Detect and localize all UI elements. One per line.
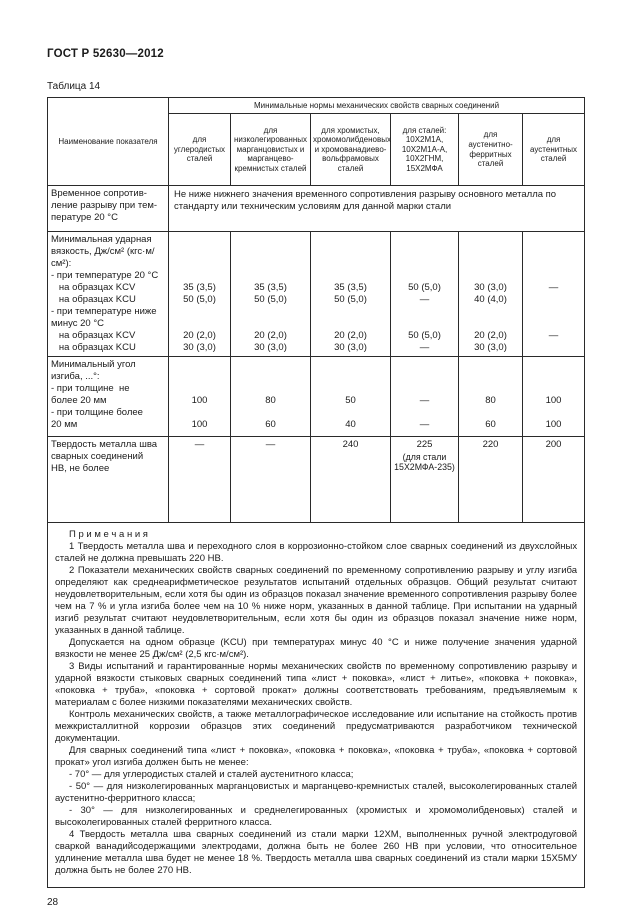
row-impact-toughness bbox=[48, 232, 585, 357]
bend-values-austenitic bbox=[523, 357, 585, 437]
impact-values-chromium bbox=[311, 232, 391, 357]
value: 60 bbox=[265, 419, 276, 430]
bend-values-chromium bbox=[311, 357, 391, 437]
row-label-bend: Минимальный угол изгиба, ...°: - при толщине не более 20 мм - при толщине более 20 мм bbox=[48, 357, 169, 437]
value: 50 (5,0) bbox=[408, 330, 441, 341]
note-paragraph-3: 3 Виды испытаний и гарантированные нормы механических свойств по временному сопротивлению разрыву и ударной вязкости стыковых сварных соединений типа «лист + поковка», «лист + литье», «поковка + поковка», «поковка + труба», «поковка + сортовой прокат» должны соответствовать требованиям, предъявляемым к материалам с более низкими показателями механических свойств. bbox=[55, 661, 578, 708]
value bbox=[524, 294, 583, 306]
value: 80 bbox=[265, 395, 276, 406]
value: 80 bbox=[485, 395, 496, 406]
document-header: ГОСТ Р 52630—2012 bbox=[47, 48, 164, 60]
impact-values-cr-mo-grades bbox=[391, 232, 459, 357]
value bbox=[524, 342, 583, 354]
impact-values-austenitic-ferritic bbox=[459, 232, 523, 357]
column-header-austenitic: для аустенитных сталей bbox=[523, 114, 585, 186]
row-label-tensile: Временное сопротив- ление разрыву при тем- пературе 20 °С bbox=[48, 186, 169, 232]
note-paragraph-3b: Для сварных соединений типа «лист + поковка», «поковка + поковка», «поковка + труба», «поковка + сортовой прокат» угол изгиба должен быть не менее: bbox=[55, 745, 578, 768]
value: 40 (4,0) bbox=[474, 294, 507, 305]
value: 50 bbox=[345, 395, 356, 406]
row-label-hardness: Твердость металла шва сварных соединений НВ, не более bbox=[48, 437, 169, 523]
value: — bbox=[419, 419, 430, 430]
value: — bbox=[548, 282, 559, 293]
bend-values-cr-mo-grades bbox=[391, 357, 459, 437]
value: 225 bbox=[416, 439, 433, 450]
impact-values-austenitic bbox=[523, 232, 585, 357]
value: 30 (3,0) bbox=[474, 342, 507, 353]
table-span-header: Минимальные нормы механических свойств сварных соединений bbox=[169, 98, 585, 114]
value: 30 (3,0) bbox=[183, 342, 216, 353]
column-header-low-alloy: для низколегированных марганцовистых и марганцево-кремнистых сталей bbox=[231, 114, 311, 186]
row-notes bbox=[48, 523, 585, 888]
note-paragraph-3a: Контроль механических свойств, а также металлографическое исследование или испытание на стойкость против межкристаллитной коррозии образцов этих соединений предусматриваются разработчиком технической документации. bbox=[55, 709, 578, 744]
impact-values-carbon bbox=[169, 232, 231, 357]
value: 60 bbox=[485, 419, 496, 430]
value: 100 bbox=[191, 395, 208, 406]
notes-section bbox=[48, 523, 585, 888]
row-bend-angle bbox=[48, 357, 585, 437]
value: 30 (3,0) bbox=[254, 342, 287, 353]
value: 50 (5,0) bbox=[408, 282, 441, 293]
value: 50 (5,0) bbox=[334, 294, 367, 305]
table-caption: Таблица 14 bbox=[47, 81, 101, 92]
value: 35 (3,5) bbox=[334, 282, 367, 293]
value: 100 bbox=[545, 395, 562, 406]
value: 50 (5,0) bbox=[254, 294, 287, 305]
page-content bbox=[47, 48, 584, 908]
value: 20 (2,0) bbox=[254, 330, 287, 341]
bend-values-carbon bbox=[169, 357, 231, 437]
value: 30 (3,0) bbox=[474, 282, 507, 293]
value: — bbox=[419, 294, 430, 305]
notes-title: П р и м е ч а н и я bbox=[69, 529, 148, 540]
hardness-value-chromium: 240 bbox=[311, 437, 391, 523]
table-header-row-1 bbox=[48, 98, 585, 114]
value: — bbox=[419, 342, 430, 353]
hardness-value-austenitic: 200 bbox=[523, 437, 585, 523]
row-weld-hardness bbox=[48, 437, 585, 523]
hardness-value-low-alloy: — bbox=[231, 437, 311, 523]
value: 35 (3,5) bbox=[254, 282, 287, 293]
column-header-cr-mo-grades: для сталей: 10Х2М1А, 10Х2М1А-А, 10Х2ГНМ, 15Х2МФА bbox=[391, 114, 459, 186]
bend-values-austenitic-ferritic bbox=[459, 357, 523, 437]
value: — bbox=[548, 330, 559, 341]
row-tensile-strength bbox=[48, 186, 585, 232]
value: — bbox=[419, 395, 430, 406]
value: 100 bbox=[545, 419, 562, 430]
hardness-value-carbon: — bbox=[169, 437, 231, 523]
column-header-carbon: для углеродистых сталей bbox=[169, 114, 231, 186]
hardness-value-note: (для стали 15Х2МФА-235) bbox=[394, 452, 455, 472]
value: 35 (3,5) bbox=[183, 282, 216, 293]
value: 30 (3,0) bbox=[334, 342, 367, 353]
value: 100 bbox=[191, 419, 208, 430]
column-header-chromium: для хромистых, хромомолибденовых и хромованадиево-вольфрамовых сталей bbox=[311, 114, 391, 186]
column-header-austenitic-ferritic: для аустенитно-ферритных сталей bbox=[459, 114, 523, 186]
note-paragraph-2a: Допускается на одном образце (KCU) при температурах минус 40 °С и ниже получение значения ударной вязкости не менее 25 Дж/см² (2,5 кгс·м/см²). bbox=[55, 637, 578, 660]
value: 50 (5,0) bbox=[183, 294, 216, 305]
note-paragraph-4: 4 Твердость металла шва сварных соединений из стали марки 12ХМ, выполненных ручной электродуговой сваркой ванадийсодержащими электродами, должна быть не более 260 НВ при условии, что относительное удлинение металла шва будет не менее 18 %. Твердость металла шва сварных соединений из стали марки 15Х5МУ должна быть не более 270 НВ. bbox=[55, 829, 578, 876]
value: 20 (2,0) bbox=[183, 330, 216, 341]
hardness-value-austenitic-ferritic: 220 bbox=[459, 437, 523, 523]
impact-values-low-alloy bbox=[231, 232, 311, 357]
cell-tensile-value: Не ниже нижнего значения временного сопротивления разрыву основного металла по стандарту или техническим условиям для данной марки стали bbox=[169, 186, 585, 232]
bend-values-low-alloy bbox=[231, 357, 311, 437]
note-paragraph-1: 1 Твердость металла шва и переходного слоя в коррозионно-стойком слое сварных соединений из двухслойных сталей не должна превышать 220 НВ. bbox=[55, 541, 578, 564]
column-header-name: Наименование показателя bbox=[48, 98, 169, 186]
hardness-value-cr-mo-grades bbox=[391, 437, 459, 523]
page-number: 28 bbox=[47, 897, 59, 908]
value: 20 (2,0) bbox=[474, 330, 507, 341]
row-label-impact: Минимальная ударная вязкость, Дж/см² (кгс·м/ см²): - при температуре 20 °С на образцах KCV на образцах KCU - при температуре ниже минус 20 °С на образцах KCV на образцах KCU bbox=[48, 232, 169, 357]
value: 40 bbox=[345, 419, 356, 430]
note-list-item-50: - 50° — для низколегированных марганцовистых и марганцево-кремнистых сталей, высоколегированных сталей аустенитно-ферритного класса; bbox=[55, 781, 578, 804]
note-paragraph-2: 2 Показатели механических свойств сварных соединений по временному сопротивлению разрыву и углу изгиба определяют как среднеарифметическое результатов испытаний отдельных образцов. Общий результат считают неудовлетворительным, если хотя бы один из образцов показал значение временного сопротивления разрыву более чем на 7 % и угла изгиба более чем на 10 % ниже норм, указанных в данной таблице. При испытании на ударный изгиб результат считают неудовлетворительным, если хотя бы один из образцов показал значение ниже норм, указанных в данной таблице. bbox=[55, 565, 578, 636]
note-list-item-30: - 30° — для низколегированных и среднелегированных (хромистых и хромомолибденовых) сталей и высоколегированных сталей ферритного класса. bbox=[55, 805, 578, 828]
table-14 bbox=[47, 97, 585, 888]
value: 20 (2,0) bbox=[334, 330, 367, 341]
note-list-item-70: - 70° — для углеродистых сталей и сталей аустенитного класса; bbox=[69, 769, 354, 780]
